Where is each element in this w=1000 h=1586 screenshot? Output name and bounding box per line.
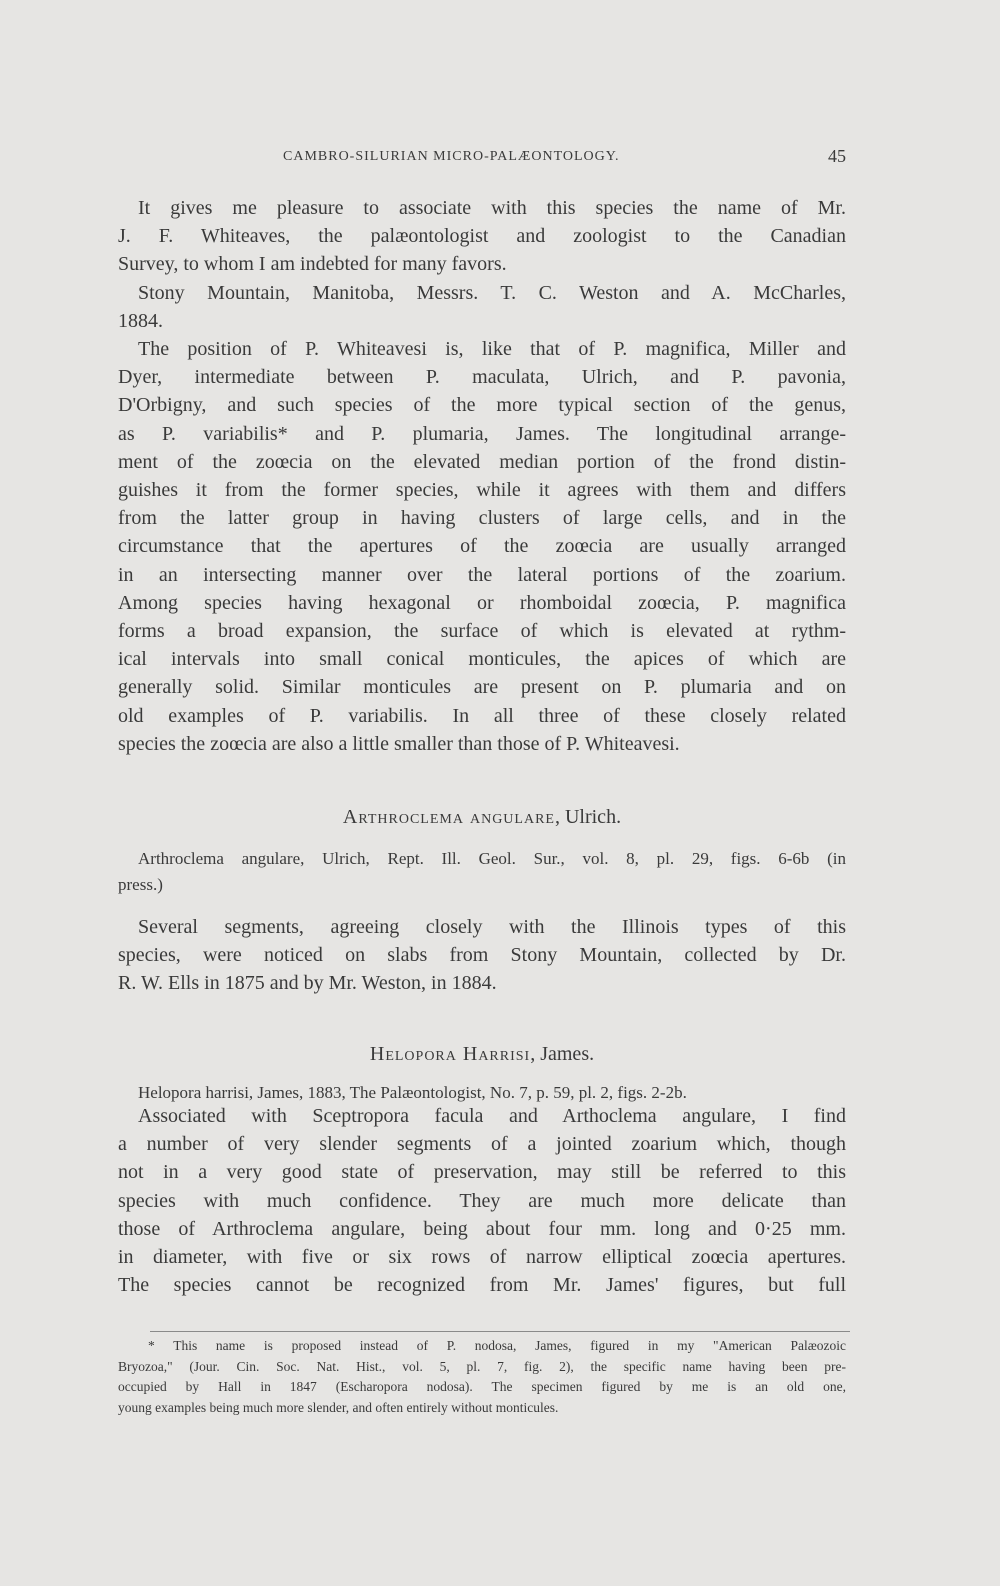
footnote-divider — [150, 1331, 850, 1332]
text-line: J. F. Whiteaves, the palæontologist and zoologist to the Canadian — [118, 225, 846, 248]
page-number: 45 — [828, 146, 846, 166]
synonymy-arthroclema — [118, 846, 846, 898]
text-line: ment of the zoœcia on the elevated median portion of the frond distin- — [118, 450, 846, 473]
running-head: CAMBRO-SILURIAN MICRO-PALÆONTOLOGY. — [283, 149, 620, 164]
text-line: in diameter, with five or six rows of narrow elliptical zoœcia apertures. — [118, 1246, 846, 1269]
text-line: in an intersecting manner over the lateral portions of the zoarium. — [118, 563, 846, 586]
text-line: 1884. — [118, 310, 163, 333]
text-line: The species cannot be recognized from Mr. James' figures, but full — [118, 1274, 846, 1297]
species-author: , James. — [530, 1043, 595, 1065]
text-line: Arthroclema angulare, Ulrich, Rept. Ill. Geol. Sur., vol. 8, pl. 29, figs. 6-6b (in — [138, 849, 846, 868]
species-heading-arthroclema — [118, 806, 846, 829]
paragraph-comparison — [118, 335, 846, 758]
paragraph-locality — [118, 279, 846, 335]
text-line: Associated with Sceptropora facula and Arthoclema angulare, I find — [138, 1105, 846, 1127]
text-line: press.) — [118, 875, 163, 894]
text-line: old examples of P. variabilis. In all three of these closely related — [118, 704, 846, 727]
text-line: guishes it from the former species, while it agrees with them and differs — [118, 479, 846, 502]
footnote-line: * This name is proposed instead of P. nodosa, James, figured in my "American Palæozoic — [148, 1338, 846, 1353]
footnote — [118, 1336, 846, 1418]
species-name: Arthroclema angulare — [342, 806, 555, 828]
footnote-line: young examples being much more slender, and often entirely without monticules. — [118, 1399, 559, 1415]
text-line: The position of P. Whiteavesi is, like that of P. magnifica, Miller and — [138, 338, 846, 360]
text-line: R. W. Ells in 1875 and by Mr. Weston, in 1884. — [118, 972, 497, 995]
text-line: Dyer, intermediate between P. maculata, Ulrich, and P. pavonia, — [118, 366, 846, 389]
text-line: generally solid. Similar monticules are present on P. plumaria and on — [118, 676, 846, 699]
text-line: Helopora harrisi, James, 1883, The Palæontologist, No. 7, p. 59, pl. 2, figs. 2-2b. — [138, 1083, 687, 1102]
text-line: Stony Mountain, Manitoba, Messrs. T. C. Weston and A. McCharles, — [138, 282, 846, 304]
text-line: species the zoœcia are also a little smaller than those of P. Whiteavesi. — [118, 732, 680, 755]
text-line: ical intervals into small conical monticules, the apices of which are — [118, 648, 846, 671]
text-line: D'Orbigny, and such species of the more typical section of the genus, — [118, 394, 846, 417]
text-line: Survey, to whom I am indebted for many favors. — [118, 253, 507, 276]
text-line: a number of very slender segments of a jointed zoarium which, though — [118, 1133, 846, 1156]
species-name: Helopora Harrisi — [369, 1043, 531, 1065]
text-line: species, were noticed on slabs from Stony Mountain, collected by Dr. — [118, 944, 846, 967]
text-line: species with much confidence. They are much more delicate than — [118, 1189, 846, 1212]
paragraph-arthroclema — [118, 913, 846, 998]
paragraph-dedication — [118, 194, 846, 279]
text-line: those of Arthroclema angulare, being about four mm. long and 0·25 mm. — [118, 1217, 846, 1240]
text-line: from the latter group in having clusters of large cells, and in the — [118, 507, 846, 530]
footnote-line: Bryozoa," (Jour. Cin. Soc. Nat. Hist., vol. 5, pl. 7, fig. 2), the specific name having been pre- — [118, 1358, 846, 1374]
footnote-line: occupied by Hall in 1847 (Escharopora nodosa). The specimen figured by me is an old one, — [118, 1379, 846, 1394]
paragraph-helopora — [118, 1102, 846, 1299]
species-heading-helopora — [118, 1043, 846, 1066]
text-line: as P. variabilis* and P. plumaria, James. The longitudinal arrange- — [118, 422, 846, 445]
text-line: circumstance that the apertures of the zoœcia are usually arranged — [118, 535, 846, 558]
text-line: Several segments, agreeing closely with the Illinois types of this — [138, 916, 846, 938]
text-line: It gives me pleasure to associate with this species the name of Mr. — [138, 197, 846, 219]
text-line: Among species having hexagonal or rhomboidal zoœcia, P. magnifica — [118, 591, 846, 614]
page-header — [118, 146, 846, 170]
text-line: forms a broad expansion, the surface of which is elevated at rythm- — [118, 620, 846, 643]
species-author: , Ulrich. — [554, 806, 622, 828]
text-line: not in a very good state of preservation, may still be referred to this — [118, 1161, 846, 1184]
